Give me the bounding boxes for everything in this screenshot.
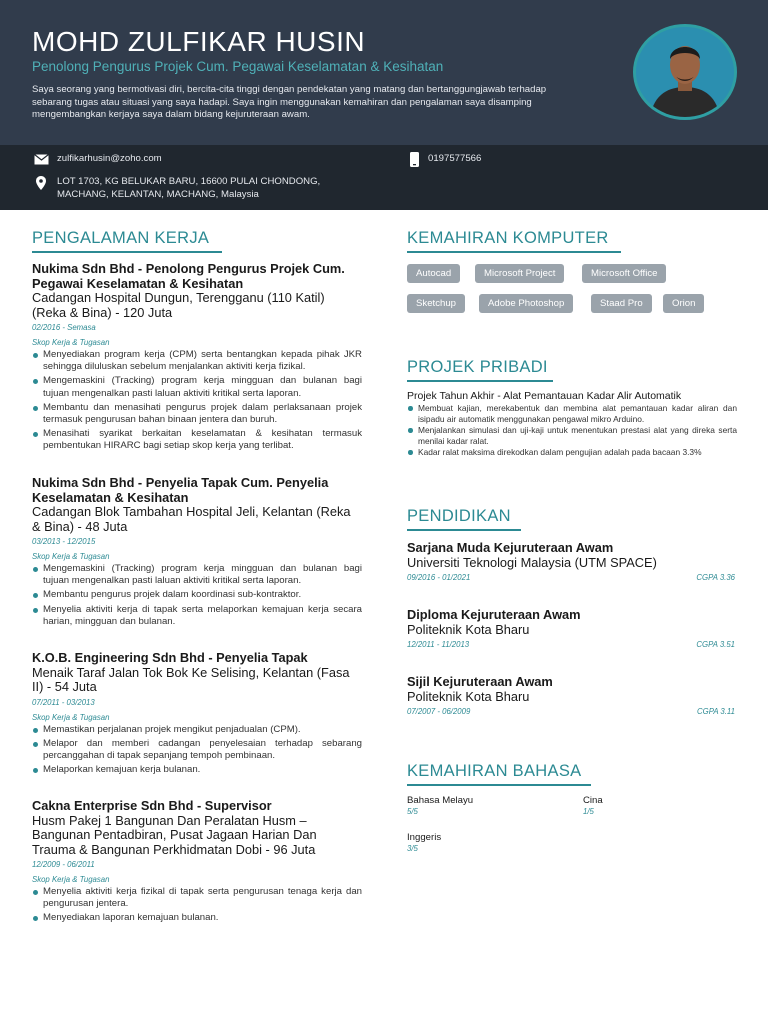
address-line-2: MACHANG, KELANTAN, MACHANG, Malaysia: [57, 189, 259, 200]
job-project: Menaik Taraf Jalan Tok Bok Ke Selising, Kelantan (Fasa II) - 54 Juta: [32, 664, 350, 694]
education-date: 09/2016 - 01/2021: [407, 573, 471, 582]
computer-skills-heading: KEMAHIRAN KOMPUTER: [407, 229, 621, 253]
email-icon: [34, 154, 49, 165]
language-level: 5/5: [407, 807, 418, 816]
job-scope-label: Skop Kerja & Tugasan: [32, 875, 110, 884]
skill-tag: Adobe Photoshop: [479, 294, 573, 313]
project-heading: PROJEK PRIBADI: [407, 358, 553, 382]
job-bullet: Membantu pengurus projek dalam koordinasi sub-kontraktor.: [32, 589, 362, 601]
profile-summary: Saya seorang yang bermotivasi diri, bercita-cita tinggi dengan pendekatan yang matang dan bertanggungjawab terhadap sebarang tugas atau situasi yang saya hadapi. Saya ingin menggunakan kemahiran dan pengalaman saya disamping mengembangkan kerjaya saya dalam bidang kejuruteraan awam.: [32, 84, 547, 120]
education-date: 12/2011 - 11/2013: [407, 640, 470, 649]
job-project: Cadangan Hospital Dungun, Terengganu (110 Katil) (Reka & Bina) - 120 Juta: [32, 290, 325, 320]
portrait-image: [636, 27, 734, 117]
education-heading: PENDIDIKAN: [407, 507, 521, 531]
skill-tag: Microsoft Office: [582, 264, 666, 283]
job-project: Cadangan Blok Tambahan Hospital Jeli, Kelantan (Reka & Bina) - 48 Juta: [32, 504, 351, 534]
experience-heading: PENGALAMAN KERJA: [32, 229, 222, 253]
job-title: Nukima Sdn Bhd - Penyelia Tapak Cum. Penyelia Keselamatan & Kesihatan: [32, 475, 329, 505]
language-item: [407, 832, 441, 854]
degree-name: Sarjana Muda Kejuruteraan Awam: [407, 540, 614, 555]
education-gpa: CGPA 3.36: [696, 573, 735, 582]
phone-number[interactable]: 0197577566: [428, 153, 482, 164]
job-date: 03/2013 - 12/2015: [32, 537, 96, 546]
job-bullet: Mengemaskini (Tracking) program kerja mingguan dan bulanan bagi tujuan mengenalkan pasti laluan aktiviti kritikal serta laporan.: [32, 375, 362, 399]
degree-name: Diploma Kejuruteraan Awam: [407, 607, 581, 622]
job-date: 07/2011 - 03/2013: [32, 697, 95, 707]
language-level: 3/5: [407, 844, 418, 853]
education-entry: [407, 674, 735, 719]
skill-tag: Orion: [663, 294, 704, 313]
project-name: Projek Tahun Akhir - Alat Pemantauan Kadar Alir Automatik: [407, 390, 682, 402]
job-entry: [32, 476, 362, 630]
job-bullet: Menasihati syarikat berkaitan keselamatan & kesihatan termasuk pembentukan HIRARC bagi setiap skop kerja yang terlibat.: [32, 428, 362, 452]
skill-tag: Sketchup: [407, 294, 465, 313]
language-skills-heading: KEMAHIRAN BAHASA: [407, 762, 591, 786]
institution-name: Politeknik Kota Bharu: [407, 689, 530, 704]
contact-bar: [0, 145, 768, 210]
skill-tag: Autocad: [407, 264, 460, 283]
skill-tag: Staad Pro: [591, 294, 652, 313]
education-entry: [407, 607, 735, 652]
education-gpa: CGPA 3.11: [697, 707, 735, 716]
education-entry: [407, 540, 735, 585]
job-bullet: Menyelia aktiviti kerja di tapak serta melaporkan kemajuan kerja secara harian, mingguan dan bulanan.: [32, 604, 362, 628]
job-entry: [32, 262, 362, 455]
job-date: 02/2016 - Semasa: [32, 323, 96, 332]
job-bullet: Membantu dan menasihati pengurus projek dalam perlaksanaan projek termasuk pengurusan bahan binaan jentera dan buruh.: [32, 402, 362, 426]
job-scope-label: Skop Kerja & Tugasan: [32, 338, 110, 347]
job-scope-label: Skop Kerja & Tugasan: [32, 552, 110, 561]
email-address[interactable]: zulfikarhusin@zoho.com: [57, 153, 162, 164]
degree-name: Sijil Kejuruteraan Awam: [407, 674, 553, 689]
job-bullet: Menyediakan laporan kemajuan bulanan.: [32, 912, 362, 924]
job-title: Cakna Enterprise Sdn Bhd - Supervisor: [32, 798, 272, 813]
education-date: 07/2007 - 06/2009: [407, 707, 471, 716]
language-name: Bahasa Melayu: [407, 795, 474, 806]
location-pin-icon: [36, 176, 46, 190]
job-headline: Penolong Pengurus Projek Cum. Pegawai Keselamatan & Kesihatan: [32, 59, 444, 74]
job-entry: [32, 651, 362, 778]
project-bullet: Membuat kajian, merekabentuk dan membina alat pemantauan kadar aliran dan isipadu air automatik menggunakan pengawal mikro Arduino.: [407, 403, 737, 424]
project-bullets: [407, 403, 737, 459]
resume-header: [0, 0, 768, 145]
job-bullet: Menyelia aktiviti kerja fizikal di tapak serta pengurusan tenaga kerja dan pengurusan jentera.: [32, 886, 362, 910]
job-bullet: Memastikan perjalanan projek mengikut penjadualan (CPM).: [32, 724, 362, 736]
address-line-1: LOT 1703, KG BELUKAR BARU, 16600 PULAI CHONDONG,: [57, 176, 321, 187]
institution-name: Politeknik Kota Bharu: [407, 622, 530, 637]
job-bullet: Melapor dan memberi cadangan penyelesaian terhadap sebarang percanggahan di tapak sepanjang tempoh pembinaan.: [32, 738, 362, 762]
job-date: 12/2009 - 06/2011: [32, 860, 95, 869]
education-gpa: CGPA 3.51: [696, 640, 735, 649]
job-entry: [32, 799, 362, 927]
profile-photo: [633, 24, 737, 120]
language-item: [583, 795, 603, 817]
job-bullet: Menyediakan program kerja (CPM) serta bentangkan kepada pihak JKR sehingga diluluskan sebelum menjalankan aktiviti kerja fizikal.: [32, 349, 362, 373]
language-item: [407, 795, 473, 817]
job-title: Nukima Sdn Bhd - Penolong Pengurus Projek Cum. Pegawai Keselamatan & Kesihatan: [32, 261, 345, 291]
phone-icon: [410, 152, 419, 167]
project-bullet: Menjalankan simulasi dan uji-kaji untuk menentukan prestasi alat yang direka serta menilai kadar ralat.: [407, 425, 737, 446]
job-bullet: Mengemaskini (Tracking) program kerja mingguan dan bulanan bagi tujuan mengenalkan pasti laluan aktiviti kritikal serta laporan.: [32, 563, 362, 587]
institution-name: Universiti Teknologi Malaysia (UTM SPACE): [407, 555, 657, 570]
job-project: Husm Pakej 1 Bangunan Dan Peralatan Husm – Bangunan Pentadbiran, Pusat Jagaan Harian Dan Trauma & Bangunan Perkhidmatan Dobi - 96 Juta: [32, 812, 317, 857]
job-title: K.O.B. Engineering Sdn Bhd - Penyelia Tapak: [32, 650, 308, 665]
language-level: 1/5: [583, 807, 594, 816]
skill-tag: Microsoft Project: [475, 264, 564, 283]
language-name: Inggeris: [407, 832, 442, 843]
language-name: Cina: [583, 795, 603, 806]
job-bullet: Melaporkan kemajuan kerja bulanan.: [32, 764, 362, 776]
job-scope-label: Skop Kerja & Tugasan: [32, 712, 110, 722]
project-bullet: Kadar ralat maksima direkodkan dalam pengujian adalah pada bacaan 3.3%: [407, 447, 737, 458]
candidate-name: MOHD ZULFIKAR HUSIN: [32, 26, 366, 57]
